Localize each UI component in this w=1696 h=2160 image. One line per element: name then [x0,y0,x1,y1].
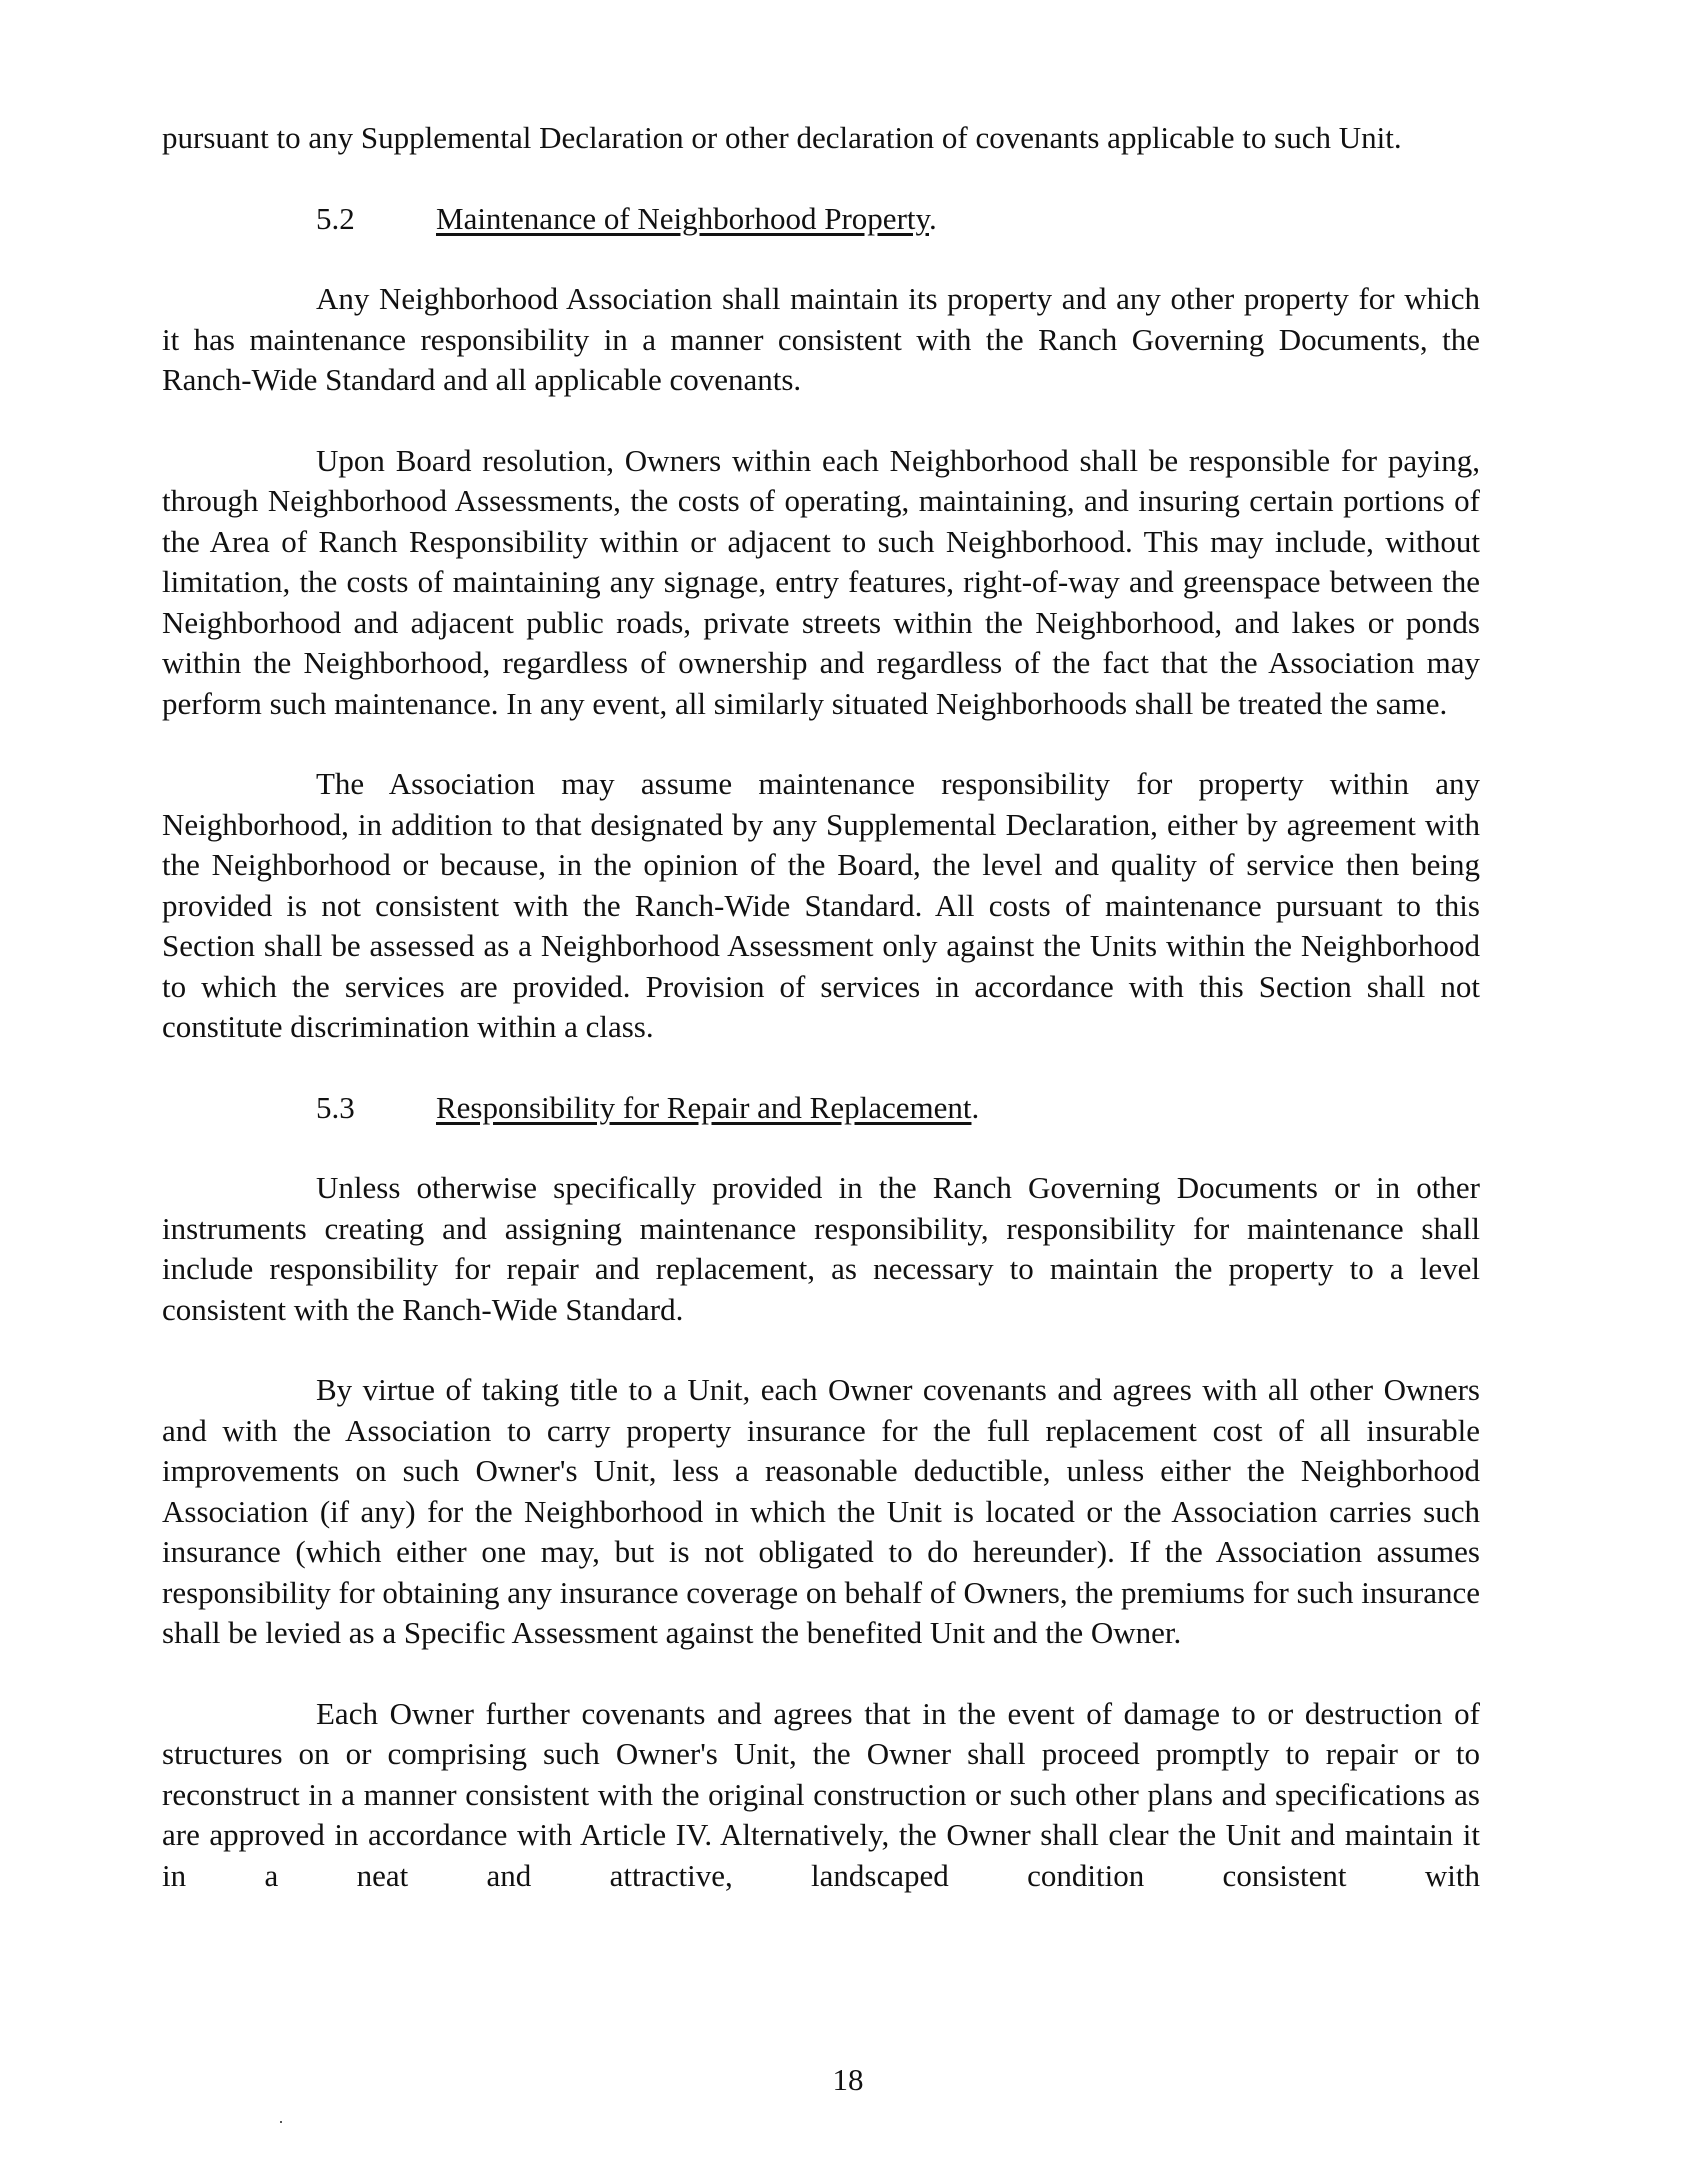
paragraph: By virtue of taking title to a Unit, each Owner covenants and agrees with all other Owners and with the Association to carry property insurance for the full replacement cost of all insurable improvements on such Owner's Unit, less a reasonable deductible, unless either the Neighborhood Association (if any) for the Neighborhood in which the Unit is located or the Association carries such insurance (which either one may, but is not obligated to do hereunder). If the Association assumes responsibility for obtaining any insurance coverage on behalf of Owners, the premiums for such insurance shall be levied as a Specific Assessment against the benefited Unit and the Owner. [162,1372,1480,1650]
section-heading-5-3 [162,1088,1480,1129]
paragraph: The Association may assume maintenance responsibility for property within any Neighborhood, in addition to that designated by any Supplemental Declaration, either by agreement with the Neighborhood or because, in the opinion of the Board, the level and quality of service then being provided is not consistent with the Ranch-Wide Standard. All costs of maintenance pursuant to this Section shall be assessed as a Neighborhood Assessment only against the Units within the Neighborhood to which the services are provided. Provision of services in accordance with this Section shall not constitute discrimination within a class. [162,766,1480,1044]
section-heading-5-2 [162,199,1480,240]
paragraph-continues: Each Owner further covenants and agrees that in the event of damage to or destruction of structures on or comprising such Owner's Unit, the Owner shall proceed promptly to repair or to reconstruct in a manner consistent with the original construction or such other plans and specifications as are approved in accordance with Article IV. Alternatively, the Owner shall clear the Unit and maintain it in a neat and attractive, landscaped condition consistent with [162,1695,1480,1893]
document-body [162,118,1480,1936]
section-number: 5.2 [316,200,355,236]
paragraph: Any Neighborhood Association shall maintain its property and any other property for which it has maintenance responsibility in a manner consistent with the Ranch Governing Documents, the Ranch-Wide Standard and all applicable covenants. [162,281,1480,397]
page-number: 18 [832,2062,864,2097]
section-title: Responsibility for Repair and Replacement [436,1089,972,1125]
paragraph: Upon Board resolution, Owners within each Neighborhood shall be responsible for paying, through Neighborhood Assessments, the costs of operating, maintaining, and insuring certain portions of the Area of Ranch Responsibility within or adjacent to such Neighborhood. This may include, without limitation, the costs of maintaining any signage, entry features, right-of-way and greenspace between the Neighborhood and adjacent public roads, private streets within the Neighborhood, and lakes or ponds within the Neighborhood, regardless of ownership and regardless of the fact that the Association may perform such maintenance. In any event, all similarly situated Neighborhoods shall be treated the same. [162,442,1480,721]
section-number: 5.3 [316,1089,355,1125]
section-title-period: . [971,1089,980,1125]
continued-paragraph: pursuant to any Supplemental Declaration or other declaration of covenants applicable to such Unit. [162,120,1402,155]
paragraph: Unless otherwise specifically provided in the Ranch Governing Documents or in other instruments creating and assigning maintenance responsibility, responsibility for maintenance shall include responsibility for repair and replacement, as necessary to maintain the property to a level consistent with the Ranch-Wide Standard. [162,1170,1480,1327]
section-title-period: . [929,200,937,236]
section-title: Maintenance of Neighborhood Property [436,200,929,236]
scan-speck [280,2121,282,2123]
